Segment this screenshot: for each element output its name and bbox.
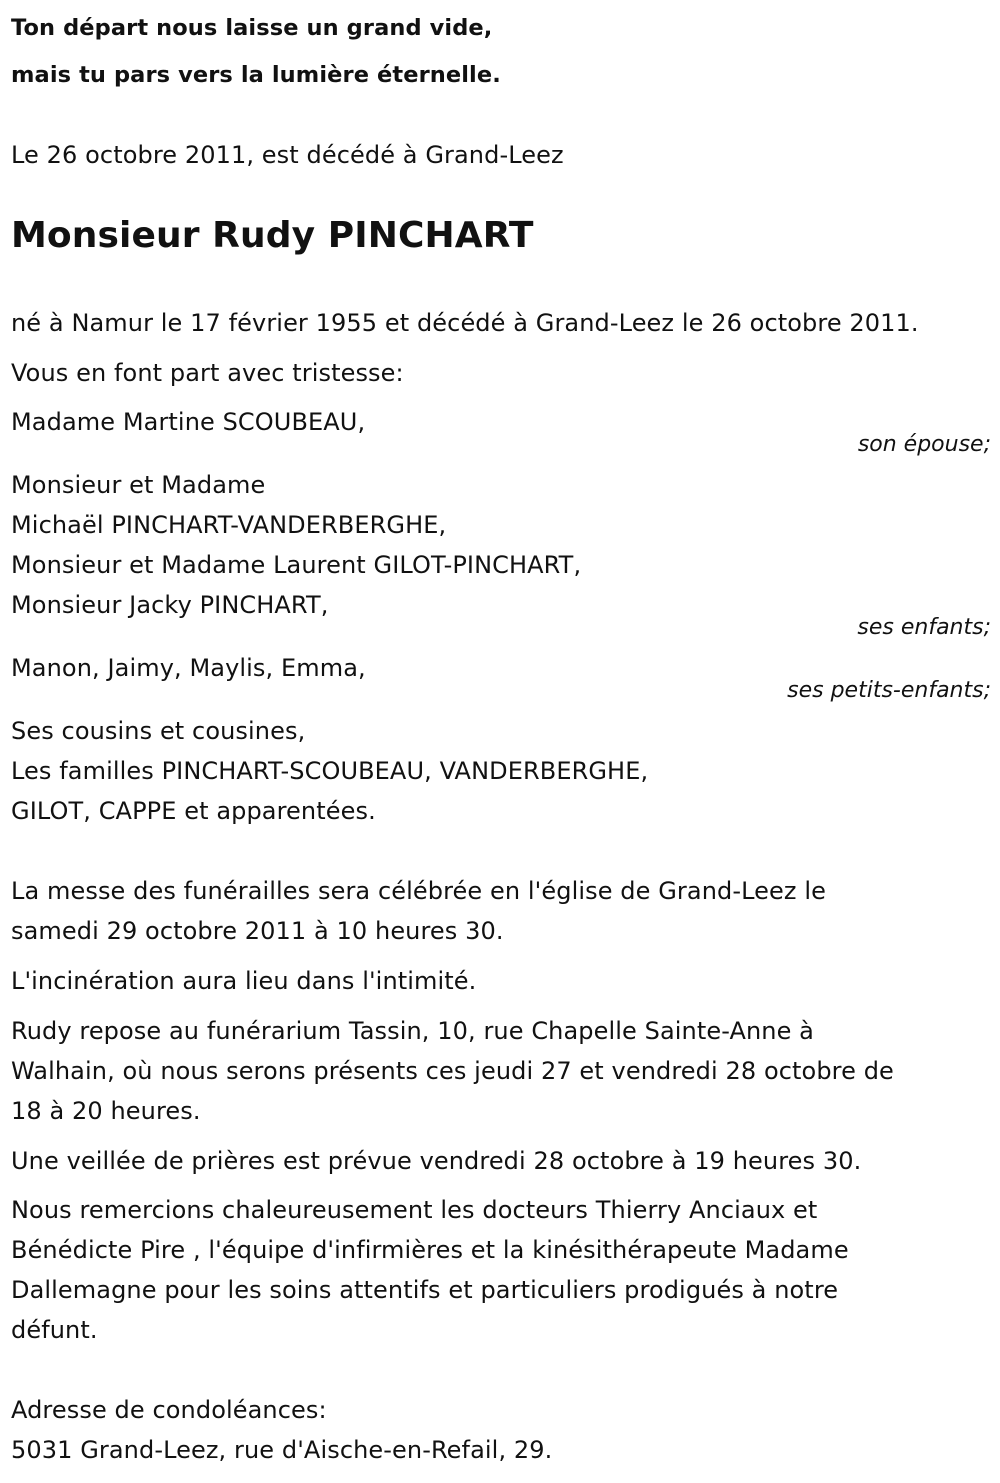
condolences-address: 5031 Grand-Leez, rue d'Aische-en-Refail, 29. [11,1436,553,1464]
children-line-2: Michaël PINCHART-VANDERBERGHE, [11,511,447,539]
children-role: ses enfants; [857,615,991,640]
birth-death-line: né à Namur le 17 février 1955 et décédé à Grand-Leez le 26 octobre 2011. [11,309,919,337]
thanks-line-1: Nous remercions chaleureusement les docteurs Thierry Anciaux et [11,1196,818,1224]
epigraph-line-1: Ton départ nous laisse un grand vide, [11,15,493,41]
children-line-3: Monsieur et Madame Laurent GILOT-PINCHART, [11,551,582,579]
family-line-1: Ses cousins et cousines, [11,717,306,745]
thanks-line-2: Bénédicte Pire , l'équipe d'infirmières et la kinésithérapeute Madame [11,1236,849,1264]
family-line-3: GILOT, CAPPE et apparentées. [11,797,376,825]
children-line-1: Monsieur et Madame [11,471,266,499]
grandchildren-role: ses petits-enfants; [787,678,991,703]
death-intro: Le 26 octobre 2011, est décédé à Grand-Leez [11,141,564,169]
spouse-name: Madame Martine SCOUBEAU, [11,408,366,436]
epigraph-line-2: mais tu pars vers la lumière éternelle. [11,62,501,88]
family-line-2: Les familles PINCHART-SCOUBEAU, VANDERBERGHE, [11,757,649,785]
mass-line-1: La messe des funérailles sera célébrée en l'église de Grand-Leez le [11,877,826,905]
children-line-4: Monsieur Jacky PINCHART, [11,591,329,619]
announcement-line: Vous en font part avec tristesse: [11,359,404,387]
thanks-line-4: défunt. [11,1316,98,1344]
thanks-line-3: Dallemagne pour les soins attentifs et particuliers prodigués à notre [11,1276,839,1304]
grandchildren-names: Manon, Jaimy, Maylis, Emma, [11,654,366,682]
condolences-label: Adresse de condoléances: [11,1396,327,1424]
mass-line-2: samedi 29 octobre 2011 à 10 heures 30. [11,917,504,945]
funerarium-line-2: Walhain, où nous serons présents ces jeudi 27 et vendredi 28 octobre de [11,1057,894,1085]
deceased-name: Monsieur Rudy PINCHART [11,215,534,256]
spouse-role: son épouse; [857,432,991,457]
funerarium-line-3: 18 à 20 heures. [11,1097,201,1125]
vigil-line: Une veillée de prières est prévue vendredi 28 octobre à 19 heures 30. [11,1147,862,1175]
incineration-line: L'incinération aura lieu dans l'intimité. [11,967,477,995]
funerarium-line-1: Rudy repose au funérarium Tassin, 10, rue Chapelle Sainte-Anne à [11,1017,814,1045]
